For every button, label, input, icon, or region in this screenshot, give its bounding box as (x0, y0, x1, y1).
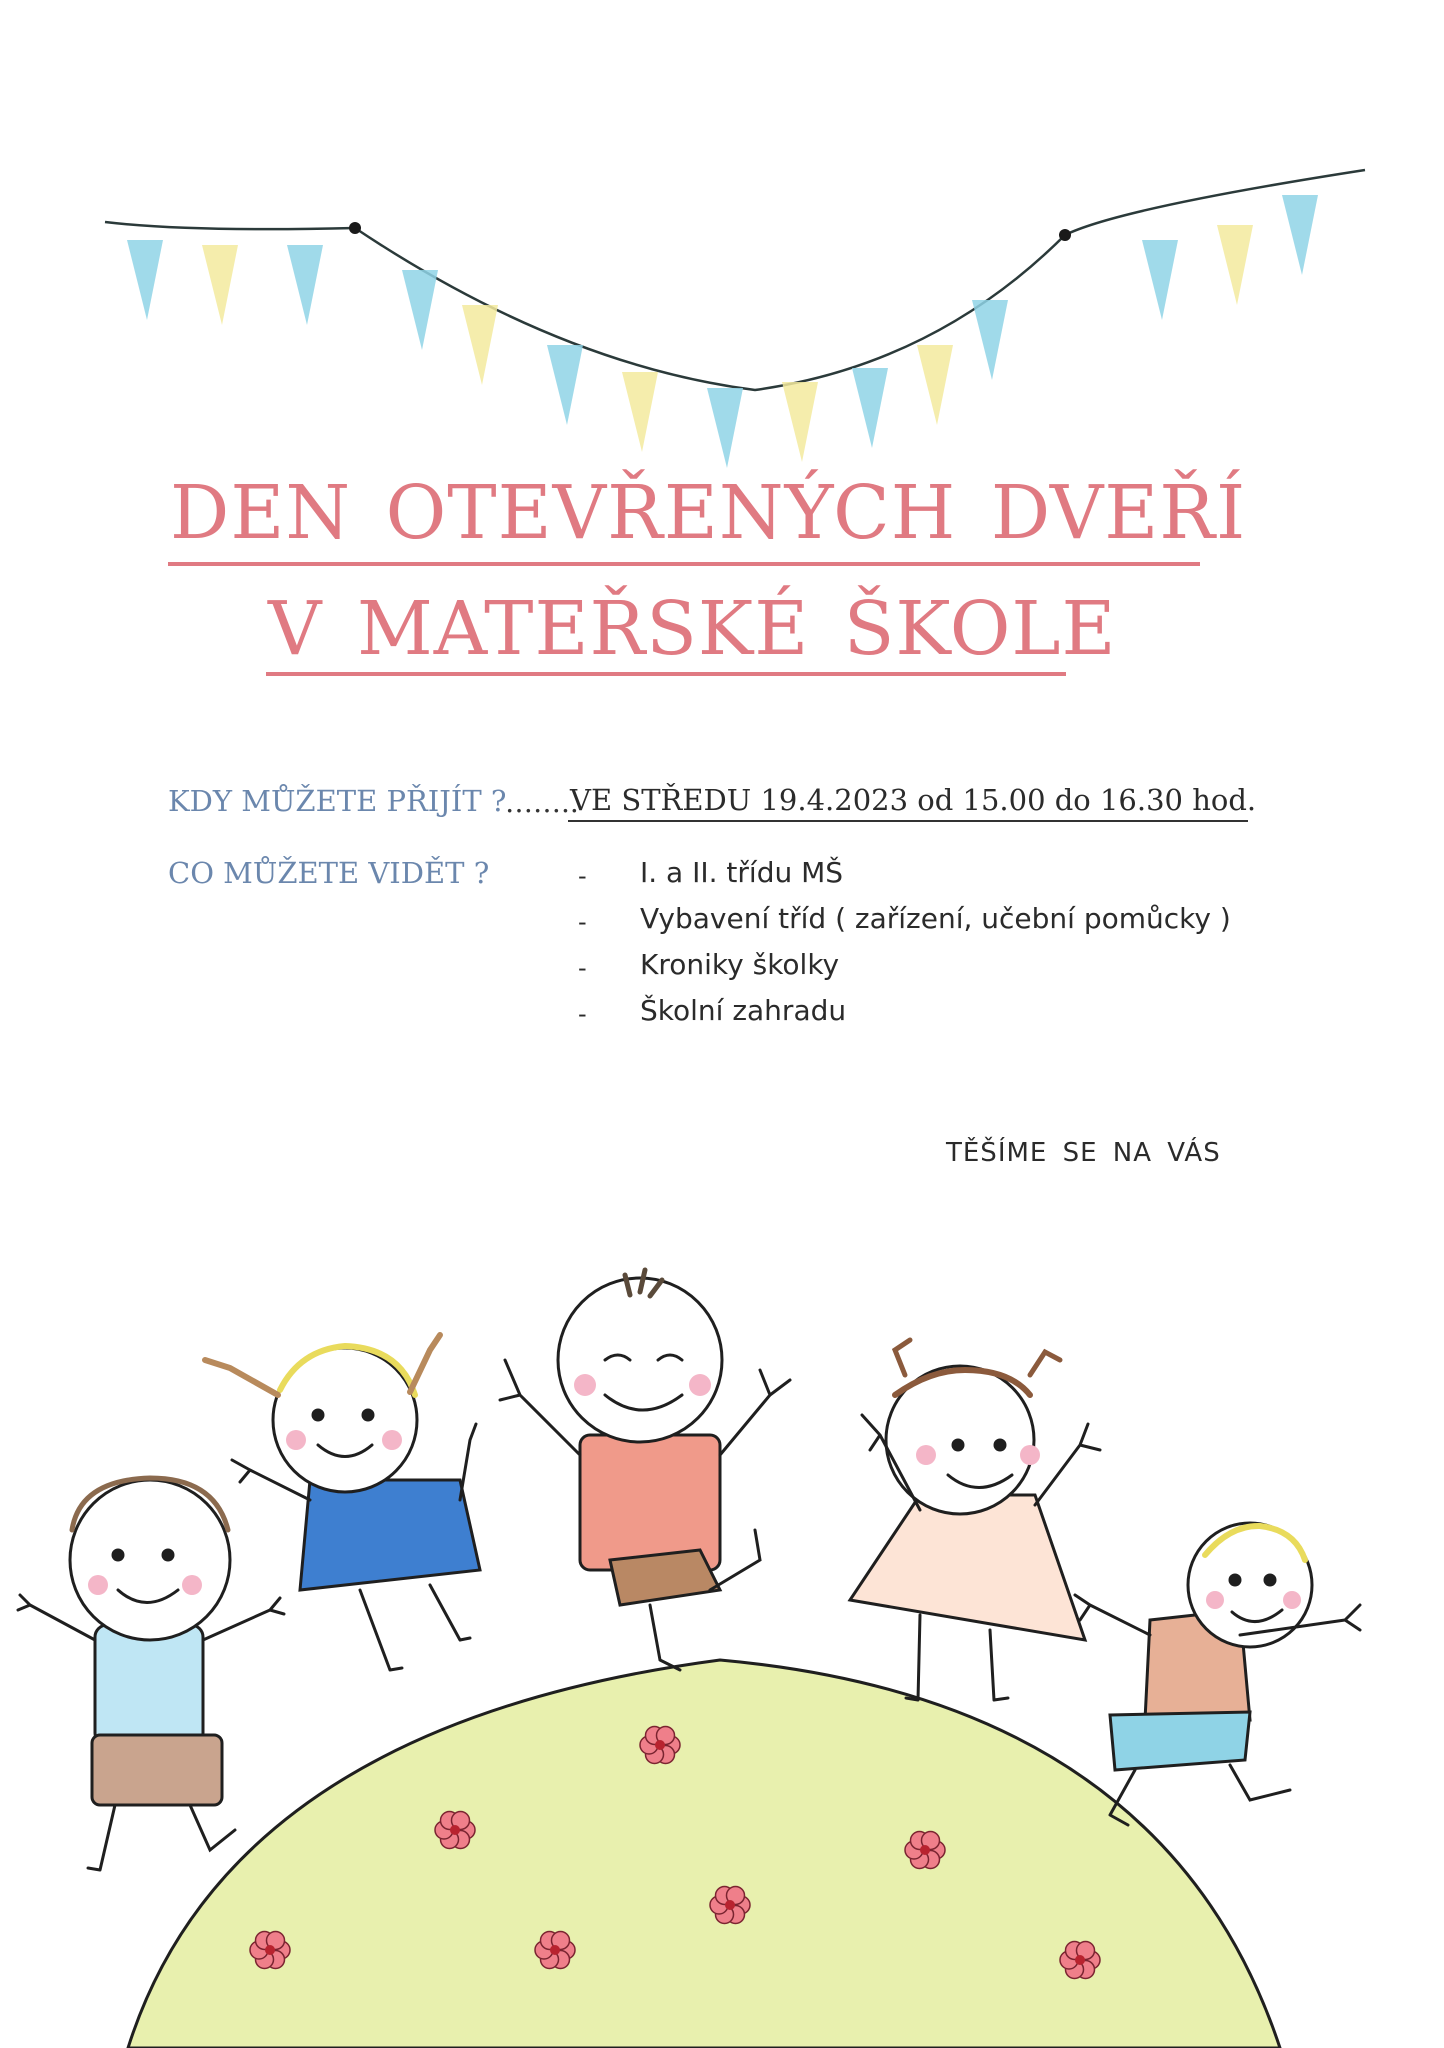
when-dots: …….. (505, 786, 579, 819)
list-bullet: - (578, 862, 587, 890)
flower (1060, 1941, 1100, 1978)
when-label: KDY MŮŽETE PŘIJÍT ? (168, 784, 507, 818)
list-bullet: - (578, 1000, 587, 1028)
kid-girl-dotted (850, 1340, 1100, 1700)
flower (710, 1886, 750, 1923)
list-bullet: - (578, 954, 587, 982)
hill (128, 1660, 1280, 2048)
list-item: Vybavení tříd ( zařízení, učební pomůcky ) (640, 902, 1231, 935)
flower (535, 1931, 575, 1968)
kid-boy-right (1075, 1523, 1360, 1825)
flower (640, 1726, 680, 1763)
kid-boy-checkered (500, 1270, 790, 1670)
list-item: Kroniky školky (640, 948, 840, 981)
flower (435, 1811, 475, 1848)
list-bullet: - (578, 908, 587, 936)
flower (250, 1931, 290, 1968)
kid-boy-left (18, 1478, 284, 1870)
list-item: I. a II. třídu MŠ (640, 856, 844, 889)
what-label: CO MŮŽETE VIDĚT ? (168, 856, 490, 890)
closing-text: TĚŠÍME SE NA VÁS (946, 1138, 1221, 1168)
flower (905, 1831, 945, 1868)
when-value: VE STŘEDU 19.4.2023 od 15.00 do 16.30 hod. (570, 783, 1257, 817)
title-line-2: V MATEŘSKÉ ŠKOLE (268, 586, 1117, 672)
list-item: Školní zahradu (640, 994, 847, 1027)
title-line-1: DEN OTEVŘENÝCH DVEŘÍ (170, 470, 1247, 556)
